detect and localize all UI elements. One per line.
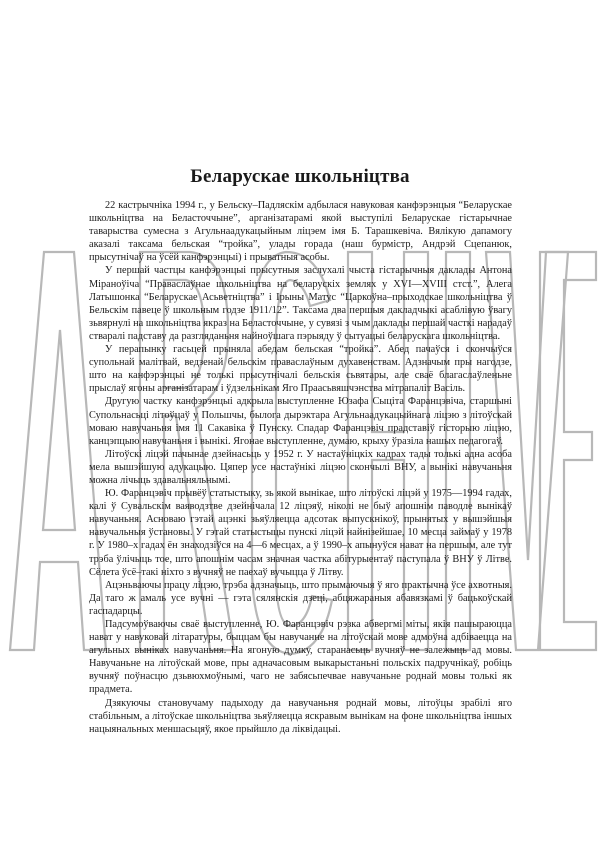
paragraph: Другую частку канфэрэнцыі адкрыла выступленне Юзафа Сыціта Фаранцэвіча, старшыні Супольнасьці літоўцаў у Польшчы, былога дырэктара Агульнаадукацыйнага ліцэю з літоўскай моваю навучаньня імя 11 Сакавіка ў Пунску. Спадар Фаранцэвіч прадставіў гісторыю ліцэю, канцэпцыю навучаньня і вынікі. Ягонае выступленне, думаю, крыху ўразіла нашых педагогаў. (89, 396, 512, 447)
paragraph: У першай частцы канфэрэнцыі прысутныя заслухалі чыста гістарычныя даклады Антона Міраноўіча “Праваслаўнае школьніцтва на беларускіх землях у XVI—XVIII стст.”, Алега Латышонка “Беларускае Асьветніцтва” і Ірыны Матус “Царкоўна–прыходскае школьніцтва ў Бельскім павеце ў школьным годзе 1911/12”. Таксама два першыя дакладчыкі асаблівую ўвагу зьвярнулі на школьніцтва якраз на Беласточчыне, у сувязі з чым даклады першай часткі нарадаў стваралі падставу да разгляданьня найноўшага пэрыяду ў сытуацыі беларускага школьніцтва. (89, 265, 512, 342)
paragraph: У перапынку гасьцей прыняла абедам бельская “тройка”. Абед пачаўся і скончыўся супольнай малітвай, ведзенай бельскім праваслаўным духавенствам. Адзначым пры нагодзе, што на канфэрэнцыі не толькі прысутнічалі бельскія сьвятары, але сваё благаслаўленьне прыслаў ягоны арганізатарам і ўдзельнікам Яго Праасьвяшчэнства мітрапаліт Васіль. (89, 344, 512, 395)
paragraph: Ацэньваючы працу ліцэю, трэба адзначыць, што прымаючыя ў яго практычна ўсе ахвотныя. Да таго ж амаль усе вучні — гэта сялянскія дзеці, абцяжараныя абавязкамі ў бацькоўскай гаспадарцы. (89, 579, 512, 617)
page-title: Беларускае школьніцтва (190, 165, 410, 187)
watermark-letter-e (540, 252, 596, 650)
paragraph: Дзякуючы становучаму падыходу да навучаньня роднай мовы, літоўцы зрабілі яго стабільным, а літоўскае школьніцтва зьяўляецца яскравым вынікам на фоне школьніцтва іншых нацыянальных меншасьцяў, якое прыйшло да ліквідацыі. (89, 697, 512, 735)
paragraph: Падсумоўваючы сваё выступленне, Ю. Фаранцэвіч рэзка абвергмі міты, якія пашыраюцца нават у навуковай літаратуры, быццам бы навучанне на літоўскай мове адмоўна адбіваецца на агульных выніках навучаньня. На ягоную думку, старанасьць вучняў не залежыць ад мовы. Навучаньне на літоўскай мове, пры адначасовым выкарыстаньні польскіх падручнікаў, робіць вучняў поўнасцю дзьвюхмоўнымі, чаго не забясьпечвае навучаньне роднай мовы толькі як прадмета. (89, 619, 512, 696)
article-body (89, 199, 512, 736)
paragraph: Ю. Фаранцэвіч прывёў статыстыку, зь якой вынікае, што літоўскі ліцэй у 1975—1994 гадах, калі ў Сувальскім ваяводзтве дзейнічала 12 ліцэяў, ніколі не быў апошнім паводле вынікаў навучаньня. Асноваю гэтай ацэнкі зьяўляецца адсотак выпускнікоў, прынятых у вышэйшыя навучальныя ўстановы. У гэтай статыстыцы пунскі ліцэй найнізейшае, 10 месца займаў у 1978 г. У 1980–х гадах ён знаходзіўся на 4—6 месцах, а ў 1990–х апынуўся нават на першым, але тут трэба ўлічыць тое, што апошнім часам значная частка абітурыентаў паступала ў ВНУ ў Літве. Сёлета ўсё–такі ніхто з вучняў не паехаў вучыцца ў Літву. (89, 488, 512, 578)
paragraph: Літоўскі ліцэй пачынае дзейнасьць у 1952 г. У настаўніцкіх кадрах тады толькі адна асоба мела вышэйшую адукацыю. Цяпер усе настаўнікі ліцэю скончылі ВНУ, а вынікі навучаньня можна лічыць здавальняльнымі. (89, 448, 512, 486)
paragraph: 22 кастрычніка 1994 г., у Бельску–Падляскім адбылася навуковая канфэрэнцыя “Беларускае школьніцтва на Беласточчыне”, арганізатарамі якой выступілі Беларускае гістарычнае таварыства сумесна з Агульнаадукацыйным ліцэем імя Б. Тарашкевіча. Вялікую дапамогу аказалі таксама бельская “тройка”, улады горада (наш бурмістр, Андрэй Сцепанюк, прысутнічаў на ўсёй канфэрэнцыі) і прыватныя асобы. (89, 200, 512, 264)
